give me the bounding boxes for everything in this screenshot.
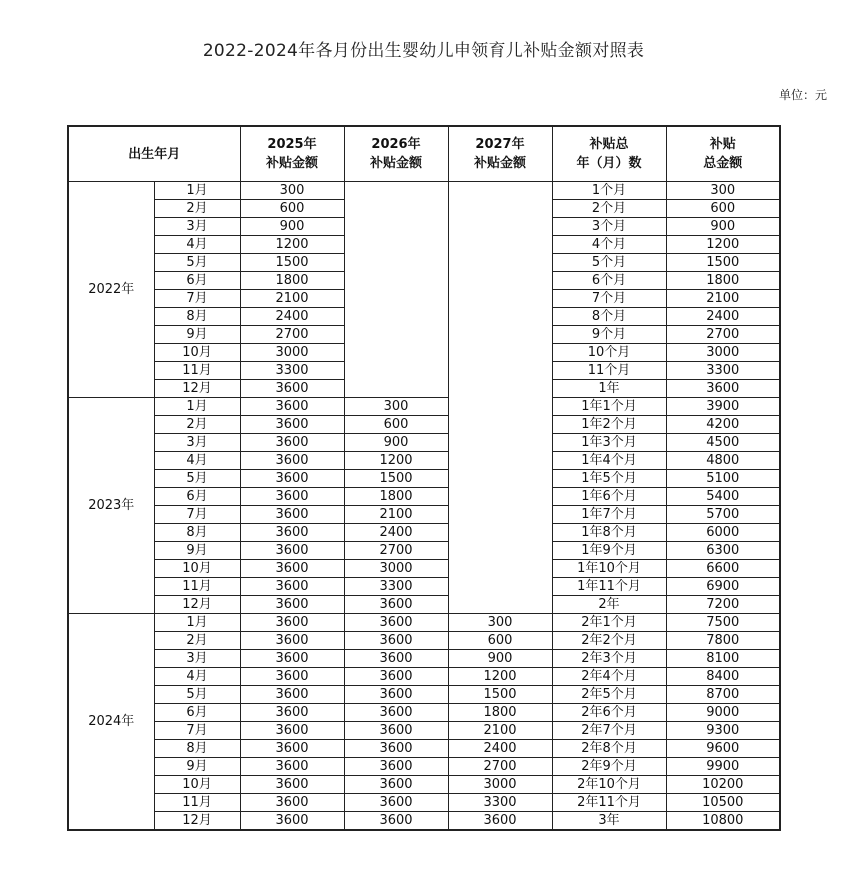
month-cell: 1月 <box>154 182 240 200</box>
amount-2025-cell: 3600 <box>240 578 344 596</box>
total-amount-cell: 8400 <box>666 668 780 686</box>
amount-2025-cell: 2700 <box>240 326 344 344</box>
table-row <box>68 578 780 596</box>
total-amount-cell: 9900 <box>666 758 780 776</box>
table-row <box>68 452 780 470</box>
month-cell: 2月 <box>154 632 240 650</box>
total-amount-cell: 4200 <box>666 416 780 434</box>
months-total-cell: 2年8个月 <box>552 740 666 758</box>
amount-2025-cell: 600 <box>240 200 344 218</box>
month-cell: 5月 <box>154 686 240 704</box>
amount-2025-cell: 3600 <box>240 686 344 704</box>
table-row <box>68 704 780 722</box>
amount-2025-cell: 1200 <box>240 236 344 254</box>
total-amount-cell: 1200 <box>666 236 780 254</box>
amount-2025-cell: 3600 <box>240 794 344 812</box>
header-2025-line1: 2025年 <box>267 137 317 152</box>
amount-2026-cell: 600 <box>344 416 448 434</box>
months-total-cell: 3个月 <box>552 218 666 236</box>
unit-label: 单位：元 <box>778 88 827 102</box>
total-amount-cell: 6600 <box>666 560 780 578</box>
total-amount-cell: 2100 <box>666 290 780 308</box>
table-row <box>68 632 780 650</box>
table-row <box>68 740 780 758</box>
header-2027-line2: 补贴金额 <box>473 156 526 171</box>
table-row <box>68 506 780 524</box>
months-total-cell: 1年2个月 <box>552 416 666 434</box>
month-cell: 12月 <box>154 596 240 614</box>
month-cell: 9月 <box>154 326 240 344</box>
year-cell: 2024年 <box>68 614 154 831</box>
total-amount-cell: 5400 <box>666 488 780 506</box>
total-amount-cell: 9300 <box>666 722 780 740</box>
header-months-total-line2: 年（月）数 <box>576 156 642 171</box>
total-amount-cell: 3600 <box>666 380 780 398</box>
amount-2026-cell: 3600 <box>344 758 448 776</box>
months-total-cell: 2年 <box>552 596 666 614</box>
months-total-cell: 1年8个月 <box>552 524 666 542</box>
amount-2027-cell: 2700 <box>448 758 552 776</box>
month-cell: 3月 <box>154 650 240 668</box>
amount-2026-cell: 2100 <box>344 506 448 524</box>
months-total-cell: 1年3个月 <box>552 434 666 452</box>
month-cell: 8月 <box>154 524 240 542</box>
months-total-cell: 5个月 <box>552 254 666 272</box>
total-amount-cell: 8700 <box>666 686 780 704</box>
table-row <box>68 560 780 578</box>
total-amount-cell: 7800 <box>666 632 780 650</box>
amount-2025-cell: 3600 <box>240 506 344 524</box>
table-row <box>68 614 780 632</box>
amount-2025-cell: 2400 <box>240 308 344 326</box>
total-amount-cell: 8100 <box>666 650 780 668</box>
table-row <box>68 524 780 542</box>
amount-2027-cell: 3300 <box>448 794 552 812</box>
total-amount-cell: 2400 <box>666 308 780 326</box>
header-2027-line1: 2027年 <box>475 137 525 152</box>
month-cell: 1月 <box>154 614 240 632</box>
table-row <box>68 596 780 614</box>
header-total-line1: 补贴 <box>709 137 736 152</box>
month-cell: 7月 <box>154 722 240 740</box>
year-cell: 2022年 <box>68 182 154 398</box>
amount-2025-cell: 3000 <box>240 344 344 362</box>
amount-2026-cell: 900 <box>344 434 448 452</box>
amount-2027-cell: 1200 <box>448 668 552 686</box>
months-total-cell: 3年 <box>552 812 666 831</box>
header-2027 <box>448 126 552 182</box>
amount-2027-cell: 2100 <box>448 722 552 740</box>
amount-2027-cell-empty <box>448 182 552 614</box>
year-cell: 2023年 <box>68 398 154 614</box>
amount-2025-cell: 3600 <box>240 560 344 578</box>
amount-2025-cell: 1500 <box>240 254 344 272</box>
month-cell: 4月 <box>154 452 240 470</box>
months-total-cell: 1年 <box>552 380 666 398</box>
months-total-cell: 2年3个月 <box>552 650 666 668</box>
month-cell: 12月 <box>154 380 240 398</box>
total-amount-cell: 6000 <box>666 524 780 542</box>
month-cell: 11月 <box>154 578 240 596</box>
total-amount-cell: 10800 <box>666 812 780 831</box>
months-total-cell: 2年9个月 <box>552 758 666 776</box>
amount-2026-cell: 2400 <box>344 524 448 542</box>
amount-2025-cell: 3600 <box>240 488 344 506</box>
total-amount-cell: 2700 <box>666 326 780 344</box>
month-cell: 6月 <box>154 704 240 722</box>
months-total-cell: 10个月 <box>552 344 666 362</box>
amount-2026-cell: 3600 <box>344 596 448 614</box>
total-amount-cell: 6900 <box>666 578 780 596</box>
months-total-cell: 2年1个月 <box>552 614 666 632</box>
amount-2027-cell: 300 <box>448 614 552 632</box>
amount-2026-cell: 3000 <box>344 560 448 578</box>
table-body <box>68 182 780 831</box>
amount-2027-cell: 2400 <box>448 740 552 758</box>
months-total-cell: 6个月 <box>552 272 666 290</box>
month-cell: 8月 <box>154 308 240 326</box>
total-amount-cell: 1800 <box>666 272 780 290</box>
months-total-cell: 9个月 <box>552 326 666 344</box>
total-amount-cell: 10200 <box>666 776 780 794</box>
amount-2027-cell: 3600 <box>448 812 552 831</box>
amount-2025-cell: 300 <box>240 182 344 200</box>
amount-2025-cell: 3600 <box>240 650 344 668</box>
amount-2025-cell: 1800 <box>240 272 344 290</box>
amount-2025-cell: 3600 <box>240 776 344 794</box>
table-row <box>68 668 780 686</box>
table-row <box>68 794 780 812</box>
months-total-cell: 1年11个月 <box>552 578 666 596</box>
months-total-cell: 1年9个月 <box>552 542 666 560</box>
month-cell: 4月 <box>154 236 240 254</box>
month-cell: 11月 <box>154 362 240 380</box>
amount-2025-cell: 3600 <box>240 470 344 488</box>
months-total-cell: 2年4个月 <box>552 668 666 686</box>
month-cell: 1月 <box>154 398 240 416</box>
amount-2025-cell: 3600 <box>240 524 344 542</box>
table-row <box>68 182 780 200</box>
header-2026 <box>344 126 448 182</box>
month-cell: 4月 <box>154 668 240 686</box>
amount-2027-cell: 1500 <box>448 686 552 704</box>
table-row <box>68 686 780 704</box>
amount-2026-cell: 3600 <box>344 704 448 722</box>
month-cell: 10月 <box>154 560 240 578</box>
months-total-cell: 7个月 <box>552 290 666 308</box>
months-total-cell: 2年6个月 <box>552 704 666 722</box>
total-amount-cell: 7200 <box>666 596 780 614</box>
amount-2025-cell: 3600 <box>240 632 344 650</box>
table-row <box>68 488 780 506</box>
total-amount-cell: 300 <box>666 182 780 200</box>
amount-2025-cell: 3600 <box>240 434 344 452</box>
months-total-cell: 1年6个月 <box>552 488 666 506</box>
amount-2025-cell: 3600 <box>240 758 344 776</box>
amount-2025-cell: 3600 <box>240 416 344 434</box>
amount-2025-cell: 3600 <box>240 542 344 560</box>
total-amount-cell: 3300 <box>666 362 780 380</box>
amount-2026-cell: 3600 <box>344 794 448 812</box>
header-2026-line2: 补贴金额 <box>369 156 422 171</box>
month-cell: 8月 <box>154 740 240 758</box>
months-total-cell: 1个月 <box>552 182 666 200</box>
table-row <box>68 650 780 668</box>
table-row <box>68 758 780 776</box>
month-cell: 10月 <box>154 776 240 794</box>
month-cell: 5月 <box>154 470 240 488</box>
table-row <box>68 542 780 560</box>
table-row <box>68 776 780 794</box>
table-row <box>68 398 780 416</box>
months-total-cell: 11个月 <box>552 362 666 380</box>
amount-2025-cell: 3600 <box>240 614 344 632</box>
amount-2025-cell: 900 <box>240 218 344 236</box>
total-amount-cell: 3000 <box>666 344 780 362</box>
total-amount-cell: 6300 <box>666 542 780 560</box>
amount-2027-cell: 3000 <box>448 776 552 794</box>
amount-2026-cell: 3600 <box>344 686 448 704</box>
amount-2026-cell: 3600 <box>344 740 448 758</box>
month-cell: 2月 <box>154 200 240 218</box>
header-months-total <box>552 126 666 182</box>
months-total-cell: 2年5个月 <box>552 686 666 704</box>
amount-2025-cell: 3600 <box>240 812 344 831</box>
total-amount-cell: 3900 <box>666 398 780 416</box>
month-cell: 7月 <box>154 290 240 308</box>
amount-2026-cell-empty <box>344 182 448 398</box>
header-total-line2: 总金额 <box>703 156 743 171</box>
total-amount-cell: 4800 <box>666 452 780 470</box>
months-total-cell: 4个月 <box>552 236 666 254</box>
amount-2026-cell: 3600 <box>344 632 448 650</box>
month-cell: 9月 <box>154 542 240 560</box>
header-2025 <box>240 126 344 182</box>
amount-2026-cell: 1800 <box>344 488 448 506</box>
amount-2025-cell: 3600 <box>240 668 344 686</box>
header-row <box>68 126 780 182</box>
header-birth: 出生年月 <box>68 126 240 182</box>
amount-2025-cell: 3600 <box>240 452 344 470</box>
months-total-cell: 2年7个月 <box>552 722 666 740</box>
total-amount-cell: 1500 <box>666 254 780 272</box>
months-total-cell: 2年11个月 <box>552 794 666 812</box>
amount-2025-cell: 3600 <box>240 704 344 722</box>
table-row <box>68 434 780 452</box>
amount-2027-cell: 1800 <box>448 704 552 722</box>
months-total-cell: 8个月 <box>552 308 666 326</box>
amount-2027-cell: 900 <box>448 650 552 668</box>
header-2026-line1: 2026年 <box>371 137 421 152</box>
month-cell: 6月 <box>154 488 240 506</box>
amount-2025-cell: 3600 <box>240 740 344 758</box>
table-row <box>68 722 780 740</box>
header-2025-line2: 补贴金额 <box>265 156 318 171</box>
months-total-cell: 2个月 <box>552 200 666 218</box>
months-total-cell: 1年5个月 <box>552 470 666 488</box>
month-cell: 10月 <box>154 344 240 362</box>
amount-2026-cell: 3600 <box>344 812 448 831</box>
months-total-cell: 1年7个月 <box>552 506 666 524</box>
table-row <box>68 416 780 434</box>
amount-2026-cell: 3600 <box>344 650 448 668</box>
amount-2025-cell: 2100 <box>240 290 344 308</box>
months-total-cell: 1年4个月 <box>552 452 666 470</box>
total-amount-cell: 7500 <box>666 614 780 632</box>
header-months-total-line1: 补贴总 <box>589 137 629 152</box>
month-cell: 12月 <box>154 812 240 831</box>
subsidy-table <box>67 125 781 831</box>
total-amount-cell: 4500 <box>666 434 780 452</box>
amount-2025-cell: 3600 <box>240 596 344 614</box>
month-cell: 2月 <box>154 416 240 434</box>
amount-2025-cell: 3600 <box>240 722 344 740</box>
total-amount-cell: 9600 <box>666 740 780 758</box>
amount-2025-cell: 3600 <box>240 380 344 398</box>
total-amount-cell: 10500 <box>666 794 780 812</box>
total-amount-cell: 600 <box>666 200 780 218</box>
amount-2026-cell: 2700 <box>344 542 448 560</box>
month-cell: 11月 <box>154 794 240 812</box>
month-cell: 6月 <box>154 272 240 290</box>
months-total-cell: 1年1个月 <box>552 398 666 416</box>
months-total-cell: 2年2个月 <box>552 632 666 650</box>
table-row <box>68 470 780 488</box>
amount-2026-cell: 3600 <box>344 614 448 632</box>
month-cell: 5月 <box>154 254 240 272</box>
amount-2026-cell: 1500 <box>344 470 448 488</box>
amount-2026-cell: 300 <box>344 398 448 416</box>
table-row <box>68 812 780 831</box>
months-total-cell: 1年10个月 <box>552 560 666 578</box>
amount-2026-cell: 3600 <box>344 722 448 740</box>
amount-2025-cell: 3600 <box>240 398 344 416</box>
total-amount-cell: 5100 <box>666 470 780 488</box>
amount-2027-cell: 600 <box>448 632 552 650</box>
header-total <box>666 126 780 182</box>
month-cell: 3月 <box>154 434 240 452</box>
month-cell: 9月 <box>154 758 240 776</box>
amount-2026-cell: 3600 <box>344 776 448 794</box>
page-title: 2022-2024年各月份出生婴幼儿申领育儿补贴金额对照表 <box>202 41 645 61</box>
total-amount-cell: 5700 <box>666 506 780 524</box>
month-cell: 7月 <box>154 506 240 524</box>
amount-2025-cell: 3300 <box>240 362 344 380</box>
amount-2026-cell: 1200 <box>344 452 448 470</box>
total-amount-cell: 9000 <box>666 704 780 722</box>
months-total-cell: 2年10个月 <box>552 776 666 794</box>
total-amount-cell: 900 <box>666 218 780 236</box>
amount-2026-cell: 3300 <box>344 578 448 596</box>
month-cell: 3月 <box>154 218 240 236</box>
amount-2026-cell: 3600 <box>344 668 448 686</box>
